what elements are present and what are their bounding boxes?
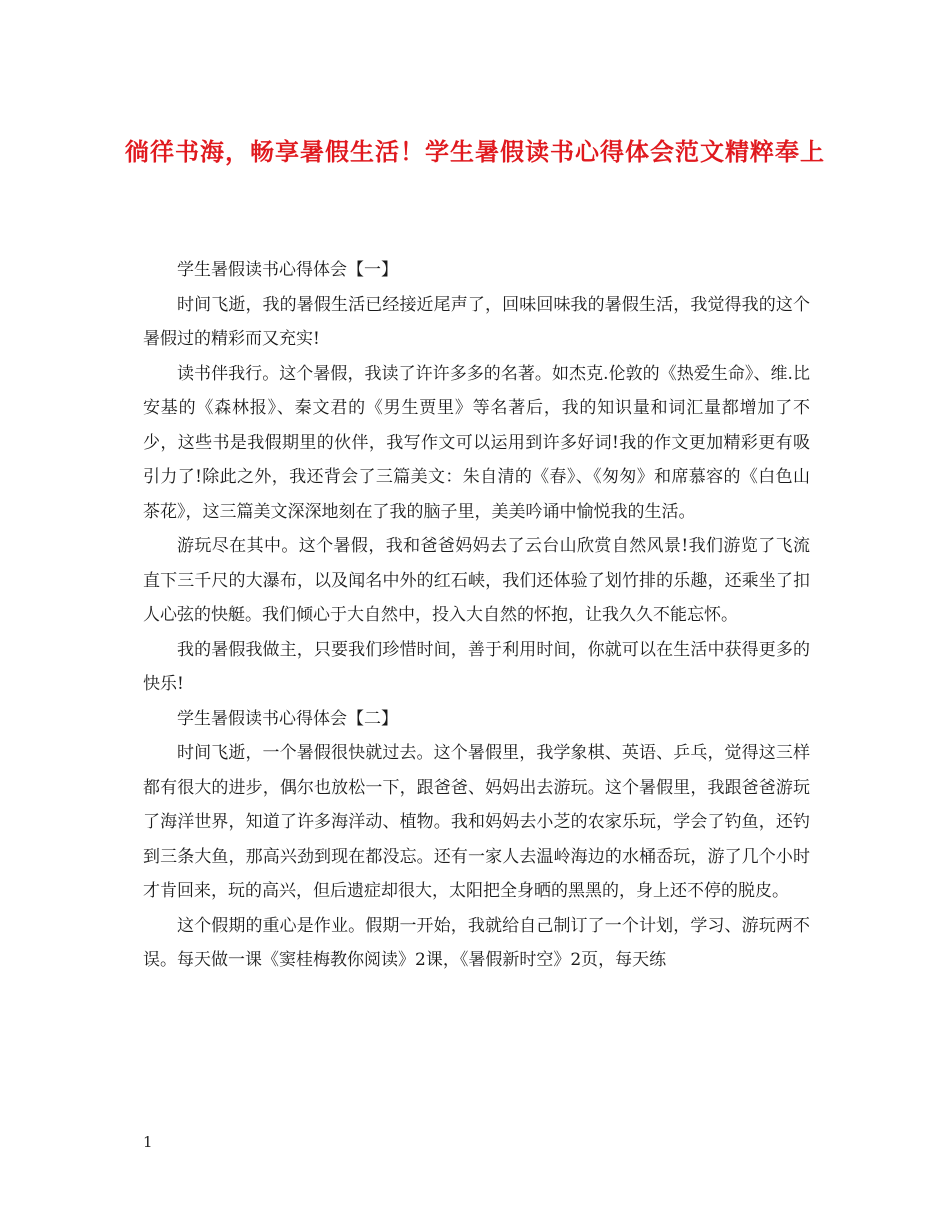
- paragraph: 我的暑假我做主，只要我们珍惜时间，善于利用时间，你就可以在生活中获得更多的快乐!: [143, 639, 810, 694]
- paragraph: 时间飞逝，一个暑假很快就过去。这个暑假里，我学象棋、英语、乒乓，觉得这三样都有很大的进步，偶尔也放松一下，跟爸爸、妈妈出去游玩。这个暑假里，我跟爸爸游玩了海洋世界，知道了许多海洋动、植物。我和妈妈去小芝的农家乐玩，学会了钓鱼，还钓到三条大鱼，那高兴劲到现在都没忘。还有一家人去温岭海边的水桶岙玩，游了几个小时才肯回来，玩的高兴，但后遗症却很大，太阳把全身晒的黑黑的，身上还不停的脱皮。: [143, 743, 810, 901]
- paragraph: 时间飞逝，我的暑假生活已经接近尾声了，回味回味我的暑假生活，我觉得我的这个暑假过的精彩而又充实!: [143, 294, 810, 349]
- section-heading: 学生暑假读书心得体会【一】: [177, 260, 398, 280]
- paragraph: 游玩尽在其中。这个暑假，我和爸爸妈妈去了云台山欣赏自然风景!我们游览了飞流直下三千尺的大瀑布，以及闻名中外的红石峡，我们还体验了划竹排的乐趣，还乘坐了扣人心弦的快艇。我们倾心于大自然中，投入大自然的怀抱，让我久久不能忘怀。: [143, 536, 810, 625]
- section-heading: 学生暑假读书心得体会【二】: [177, 708, 398, 729]
- paragraph: 这个假期的重心是作业。假期一开始，我就给自己制订了一个计划，学习、游玩两不误。每天做一课《窦桂梅教你阅读》2课，《暑假新时空》2页，每天练: [143, 915, 810, 970]
- document-title: 徜徉书海，畅享暑假生活！学生暑假读书心得体会范文精粹奉上: [125, 138, 825, 166]
- paragraph: 读书伴我行。这个暑假，我读了许许多多的名著。如杰克.伦敦的《热爱生命》、维.比安基的《森林报》、秦文君的《男生贾里》等名著后，我的知识量和词汇量都增加了不少，这些书是我假期里的伙伴，我写作文可以运用到许多好词!我的作文更加精彩更有吸引力了!除此之外，我还背会了三篇美文：朱自清的《春》、《匆匆》和席慕容的《白色山茶花》，这三篇美文深深地刻在了我的脑子里，美美吟诵中愉悦我的生活。: [143, 363, 810, 522]
- document-body: [143, 253, 810, 978]
- page-number: 1: [143, 1133, 153, 1151]
